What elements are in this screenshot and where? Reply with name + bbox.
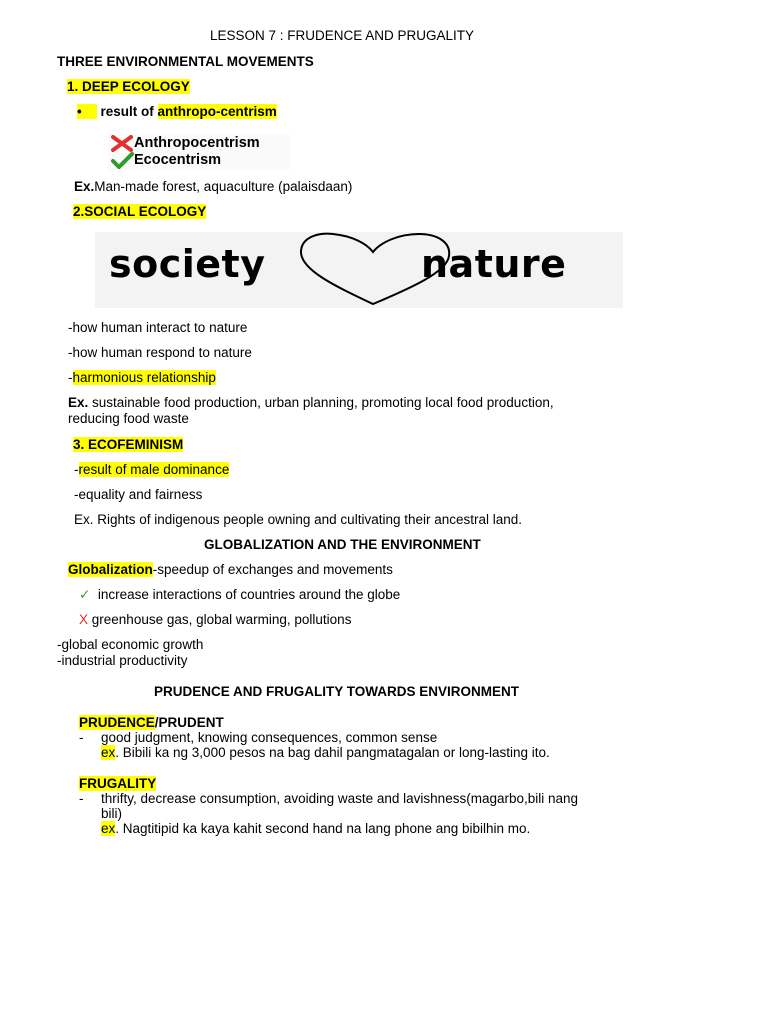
cross-icon (110, 135, 134, 152)
deep-ecology-heading (67, 79, 190, 94)
frugality-term-highlight: FRUGALITY (79, 776, 157, 791)
social-ecology-heading-text: 2.SOCIAL ECOLOGY (73, 204, 207, 219)
eco-example: Ex. Rights of indigenous people owning and cultivating their ancestral land. (74, 512, 523, 527)
deep-ecology-heading-text: 1. DEEP ECOLOGY (67, 79, 190, 94)
eco-line-1 (74, 462, 229, 477)
check-item-text: increase interactions of countries around the globe (97, 587, 401, 602)
cross-icon: X (79, 612, 89, 627)
anthropocentrism-label: Anthropocentrism (134, 135, 260, 151)
example-label: ex (101, 745, 116, 760)
eco-line-2: -equality and fairness (74, 487, 203, 502)
ecocentrism-label: Ecocentrism (134, 152, 222, 168)
social-line-3 (68, 370, 216, 385)
example-text: Man-made forest, aquaculture (palaisdaan) (94, 179, 353, 194)
social-example-line-2: reducing food waste (68, 411, 189, 426)
bullet-highlight: anthropo-centrism (157, 104, 277, 119)
social-line-2: -how human respond to nature (68, 345, 252, 360)
nature-word: nature (421, 242, 567, 286)
section-heading-movements: THREE ENVIRONMENTAL MOVEMENTS (57, 54, 314, 69)
dash: - (74, 462, 79, 477)
globalization-heading: GLOBALIZATION AND THE ENVIRONMENT (204, 537, 481, 552)
frugality-example (101, 821, 530, 836)
example-text: . Nagtitipid ka kaya kahit second hand na lang phone ang bibilhin mo. (115, 821, 531, 836)
frugality-definition-line-2: bili) (101, 806, 123, 821)
prudence-term-rest: /PRUDENT (154, 715, 224, 730)
document-title: LESSON 7 : FRUDENCE AND PRUGALITY (210, 28, 475, 43)
example-label: Ex. (74, 179, 95, 194)
prudence-term (79, 715, 224, 730)
social-example-line-1 (68, 395, 554, 410)
check-icon (110, 152, 134, 169)
anthropocentrism-ecocentrism-graphic (108, 134, 290, 170)
globalization-line-2: -industrial productivity (57, 653, 188, 668)
prudence-dash: - (79, 730, 84, 745)
globalization-def-text: -speedup of exchanges and movements (152, 562, 393, 577)
prudence-term-highlight: PRUDENCE (79, 715, 155, 730)
prudence-heading: PRUDENCE AND FRUGALITY TOWARDS ENVIRONMENT (154, 684, 520, 699)
globalization-definition (68, 562, 393, 577)
frugality-definition-line-1: thrifty, decrease consumption, avoiding waste and lavishness(magarbo,bili nang (101, 791, 579, 806)
deep-ecology-example (74, 179, 352, 194)
bullet-prefix: result of (100, 104, 158, 119)
bullet-icon: • (77, 104, 97, 119)
harmonious-highlight: harmonious relationship (72, 370, 216, 385)
male-dominance-highlight: result of male dominance (78, 462, 230, 477)
example-label: ex (101, 821, 116, 836)
society-word: society (109, 242, 266, 286)
example-text: . Bibili ka ng 3,000 pesos na bag dahil pangmatagalan or long-lasting ito. (115, 745, 550, 760)
society-nature-graphic (95, 232, 623, 308)
prudence-definition: good judgment, knowing consequences, common sense (101, 730, 438, 745)
dash: - (68, 370, 73, 385)
globalization-term: Globalization (68, 562, 153, 577)
globalization-cross-item (79, 612, 351, 627)
ecofeminism-heading-text: 3. ECOFEMINISM (73, 437, 184, 452)
frugality-dash: - (79, 791, 84, 806)
social-line-1: -how human interact to nature (68, 320, 248, 335)
example-label: Ex. (68, 395, 89, 410)
prudence-example (101, 745, 550, 760)
deep-ecology-bullet (77, 104, 277, 119)
ecofeminism-heading (73, 437, 183, 452)
social-ecology-heading (73, 204, 206, 219)
frugality-term (79, 776, 156, 791)
check-icon: ✓ (79, 587, 91, 602)
globalization-line-1: -global economic growth (57, 637, 204, 652)
globalization-check-item (79, 587, 400, 603)
cross-item-text: greenhouse gas, global warming, pollutions (91, 612, 352, 627)
example-text: sustainable food production, urban planning, promoting local food production, (88, 395, 554, 410)
